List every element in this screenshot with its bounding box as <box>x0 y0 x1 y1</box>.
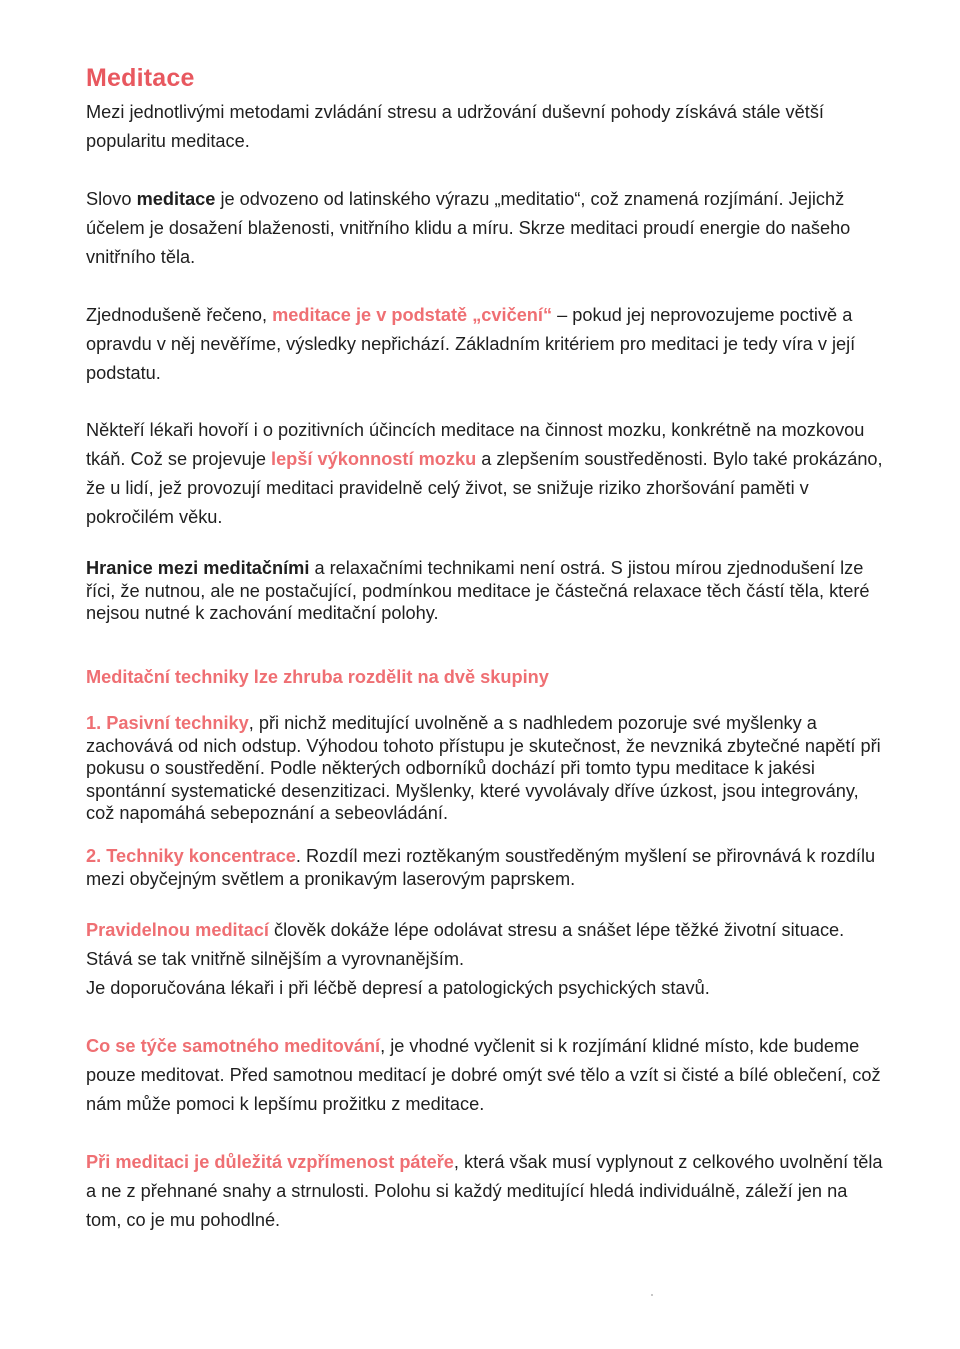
scan-speck <box>651 1294 653 1296</box>
paragraph-passive-techniques <box>86 712 886 825</box>
paragraph-regular-rest: člověk dokáže lépe odolávat stresu a snášet lépe těžké životní situace. Stává se tak vnitřně silnějším a vyrovnanějším. <box>86 920 845 969</box>
highlight-meditating: Co se týče samotného meditování <box>86 1036 381 1056</box>
term-meditace: meditace <box>136 189 216 209</box>
paragraph-definition-text: Slovo <box>86 189 137 209</box>
highlight-spine: Při meditaci je důležitá vzpřímenost páteře <box>86 1152 454 1172</box>
highlight-concentration-techniques: 2. Techniky koncentrace <box>86 846 296 866</box>
paragraph-brain-rest: a zlepšením soustředěnosti. Bylo také prokázáno, že u lidí, jež provozují meditaci pravidelně celý život, se snižuje riziko zhoršování paměti v pokročilém věku. <box>86 449 883 527</box>
highlight-passive-techniques: 1. Pasivní techniky <box>86 713 249 733</box>
paragraph-meditating-rest: , je vhodné vyčlenit si k rozjímání klidné místo, kde budeme pouze meditovat. Před samotnou meditací je dobré omýt své tělo a vzít si čisté a bílé oblečení, což nám může pomoci k lepšímu prožitku z meditace. <box>86 1036 881 1114</box>
paragraph-concentration-rest: . Rozdíl mezi roztěkaným soustředěným myšlení se přirovnává k rozdílu mezi obyčejným světlem a pronikavým laserovým paprskem. <box>86 846 876 889</box>
highlight-exercise: meditace je v podstatě „cvičení“ <box>272 305 553 325</box>
techniques-heading: Meditační techniky lze zhruba rozdělit na dvě skupiny <box>86 667 549 687</box>
paragraph-boundary-rest: a relaxačními technikami není ostrá. S jistou mírou zjednodušení lze říci, že nutnou, ale ne postačující, podmínkou meditace je částečná relaxace těch částí těla, které nejsou nutné k zachování meditační polohy. <box>86 558 870 623</box>
paragraph-concentration-techniques <box>86 845 886 890</box>
paragraph-exercise-text: Zjednodušeně řečeno, <box>86 305 273 325</box>
paragraph-boundary <box>86 557 886 625</box>
paragraph-passive-rest: , při nichž meditující uvolněně a s nadhledem pozoruje své myšlenky a zachovává od nich odstup. Výhodou tohoto přístupu je skutečnost, že nevzniká zbytečné napětí při pokusu o soustředění. Podle některých odborníků dochází při tomto typu meditace k jakési spontánní systematické desenzitizaci. Myšlenky, které vyvolávaly dříve úzkost, jsou integrovány, což napomáhá sebepoznání a sebeovládání. <box>86 713 881 823</box>
paragraph-brain-text: Někteří lékaři hovoří i o pozitivních účincích meditace na činnost mozku, konkrétně na mozkovou tkáň. Což se projevuje <box>86 420 865 469</box>
paragraph-exercise <box>86 301 886 388</box>
paragraph-exercise-rest: – pokud jej neprovozujeme poctivě a opravdu v něj nevěříme, výsledky nepřichází. Základním kritériem pro meditaci je tedy víra v její podstatu. <box>86 305 856 383</box>
paragraph-meditating-place <box>86 1032 886 1119</box>
term-boundary: Hranice mezi meditačními <box>86 558 310 578</box>
paragraph-intro: Mezi jednotlivými metodami zvládání stresu a udržování duševní pohody získává stále větší popularitu meditace. <box>86 102 824 151</box>
highlight-brain-performance: lepší výkonností mozku <box>271 449 477 469</box>
paragraph-regular-meditation <box>86 916 886 1003</box>
paragraph-definition-rest: je odvozeno od latinského výrazu „meditatio“, což znamená rozjímání. Jejichž účelem je dosažení blaženosti, vnitřního klidu a míru. Skrze meditaci proudí energie do našeho vnitřního těla. <box>86 189 851 267</box>
highlight-regular-meditation: Pravidelnou meditací <box>86 920 269 940</box>
page-title: Meditace <box>86 64 195 92</box>
paragraph-spine <box>86 1148 886 1235</box>
paragraph-regular-recommendation: Je doporučována lékaři i při léčbě depresí a patologických psychických stavů. <box>86 978 710 998</box>
paragraph-definition <box>86 185 886 272</box>
paragraph-spine-rest: , která však musí vyplynout z celkového uvolnění těla a ne z přehnané snahy a strnulosti. Polohu si každý meditující hledá individuálně, záleží jen na tom, co je mu pohodlné. <box>86 1152 883 1230</box>
paragraph-brain <box>86 416 886 532</box>
